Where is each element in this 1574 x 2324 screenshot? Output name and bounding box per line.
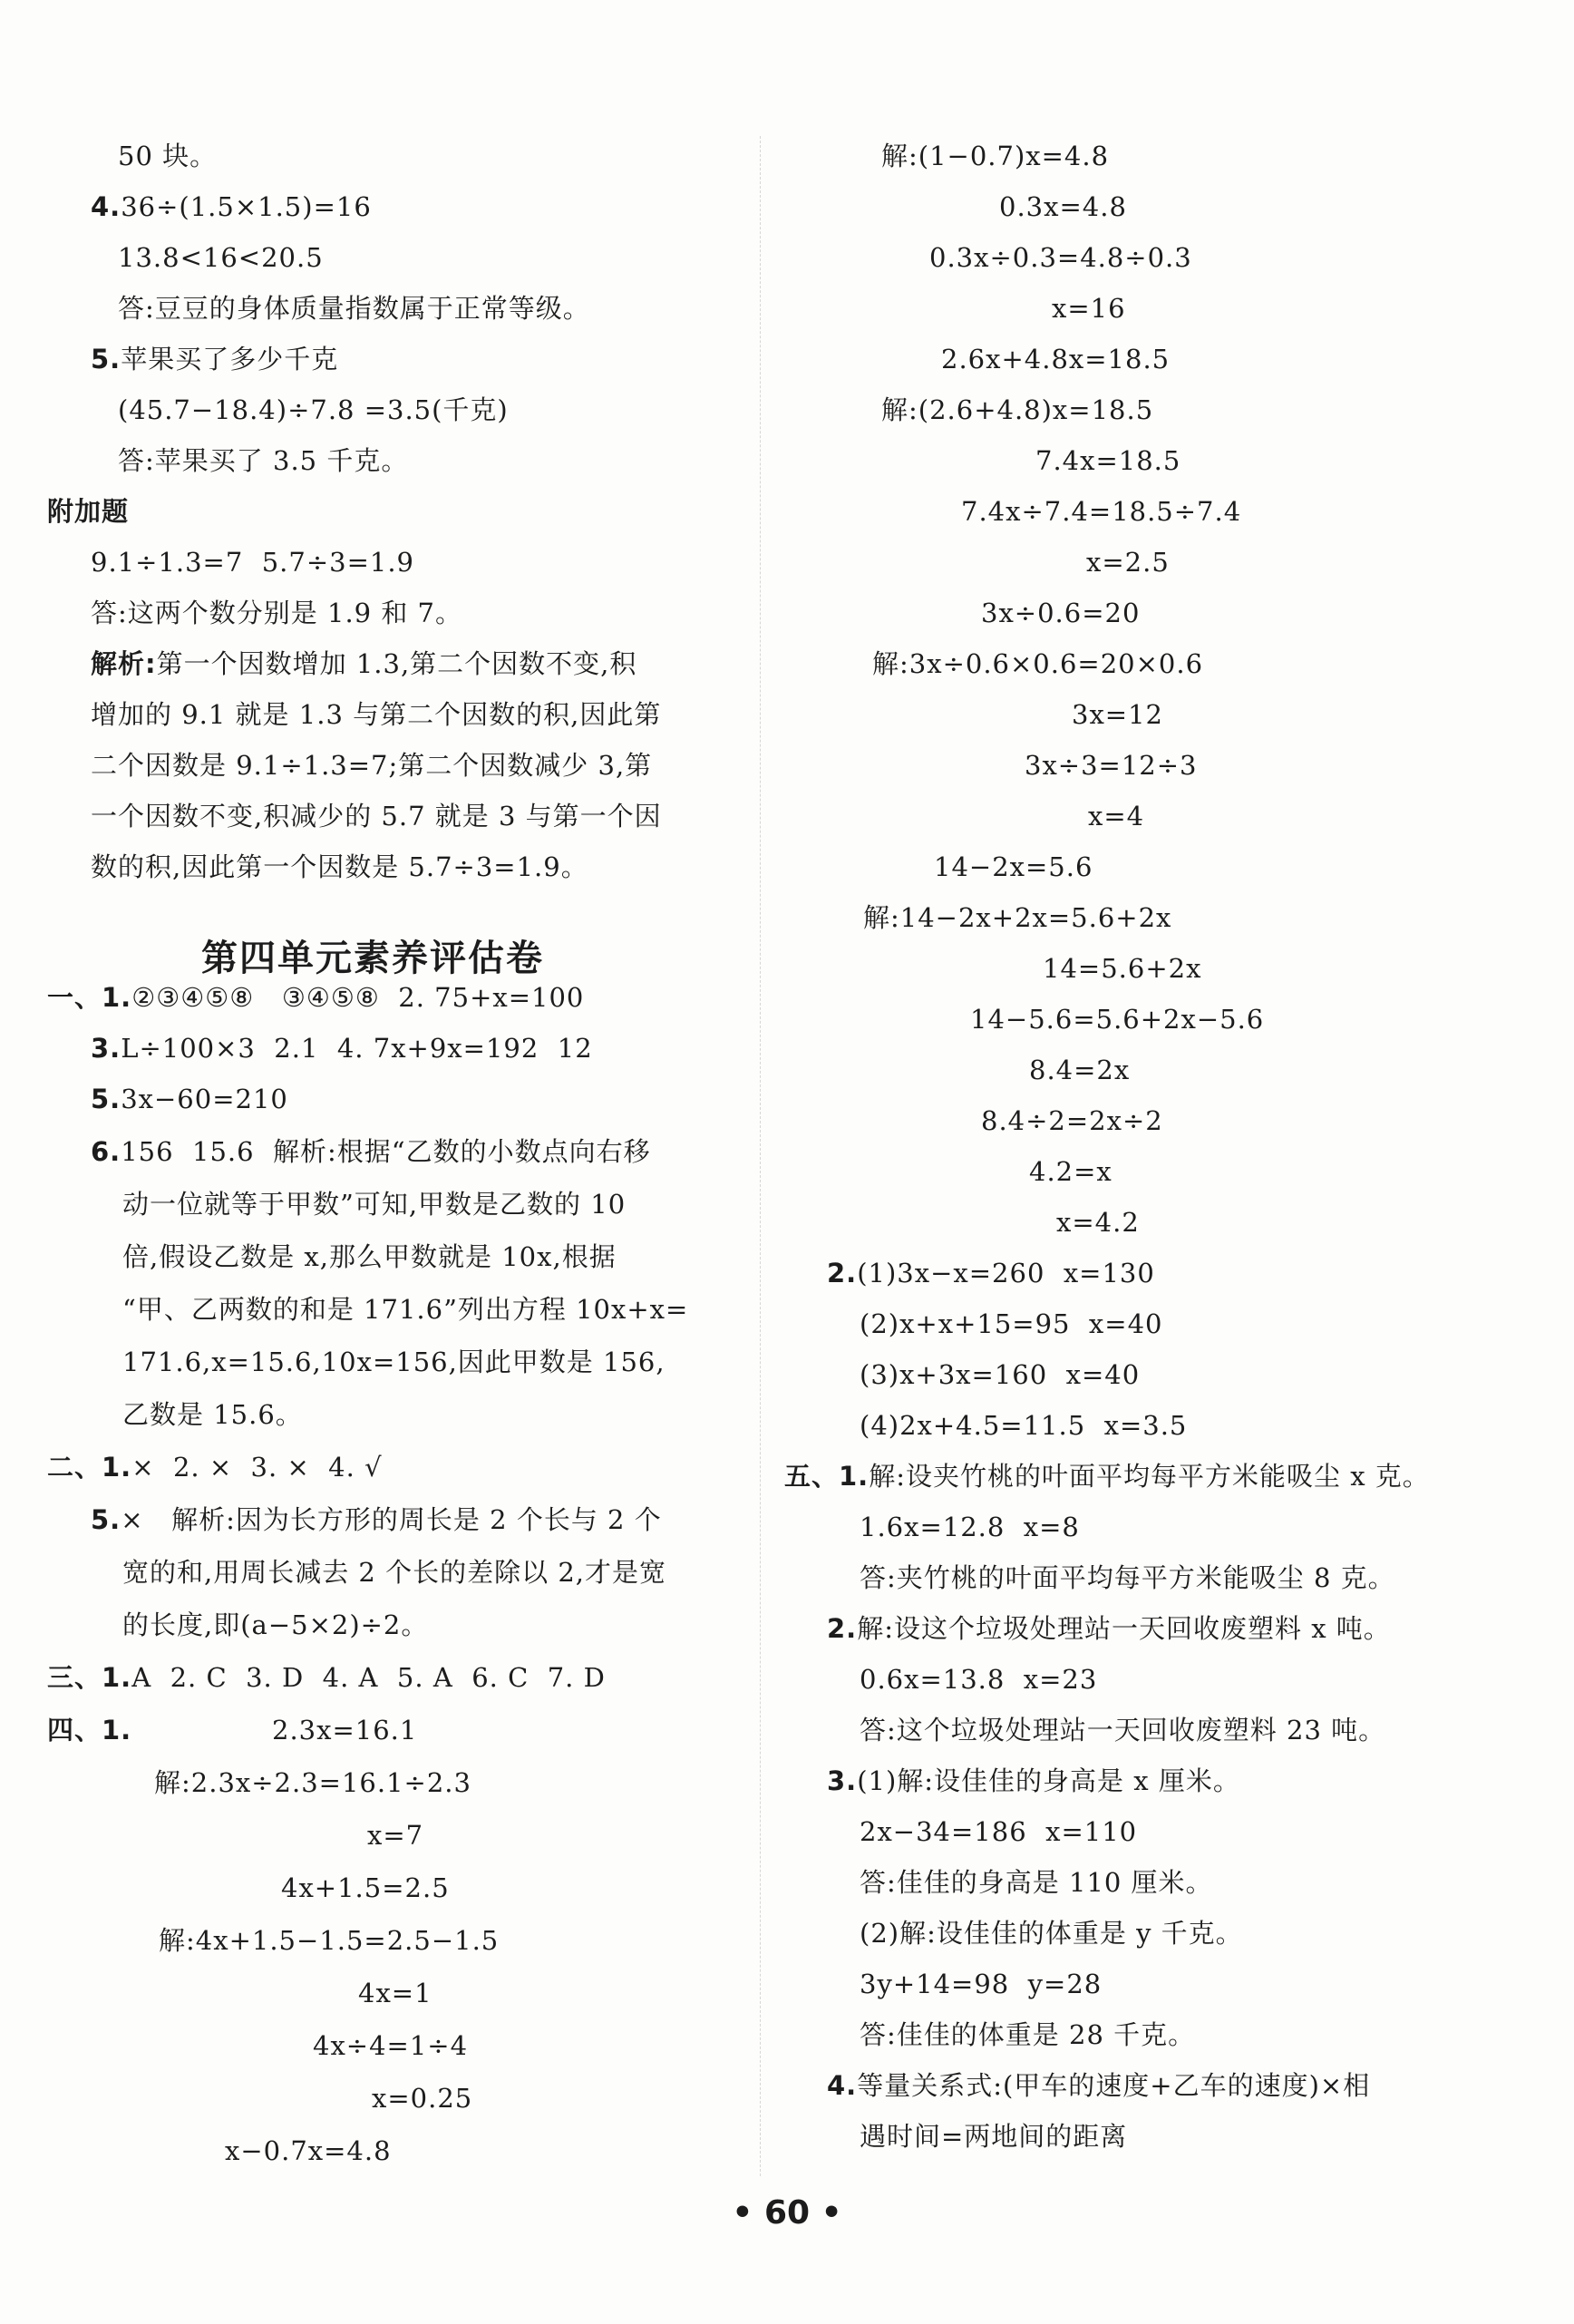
text-line <box>91 1030 593 1066</box>
text-line <box>1072 696 1163 733</box>
line-text: 解:3x÷0.6×0.6=20×0.6 <box>872 648 1204 679</box>
text-line <box>91 544 414 580</box>
line-text: 苹果买了多少千克 <box>121 344 339 374</box>
line-text: 2.3x=16.1 <box>272 1715 418 1745</box>
line-text: 答:佳佳的体重是 28 千克。 <box>860 2019 1196 2050</box>
text-line <box>827 1610 1391 1647</box>
line-text: 解:(2.6+4.8)x=18.5 <box>881 394 1154 425</box>
text-line <box>47 1659 606 1696</box>
line-text: 50 块。 <box>118 141 218 171</box>
text-line <box>1029 1153 1112 1190</box>
text-line <box>367 1817 423 1853</box>
line-text: × 解析:因为长方形的周长是 2 个长与 2 个 <box>121 1504 662 1535</box>
line-text: 宽的和,用周长减去 2 个长的差除以 2,才是宽 <box>122 1557 666 1588</box>
text-line <box>827 1255 1155 1291</box>
text-line <box>91 798 662 834</box>
line-text: 数的积,因此第一个因数是 5.7÷3=1.9。 <box>91 851 588 882</box>
line-text: 3x=12 <box>1072 699 1164 730</box>
line-text: 4x+1.5=2.5 <box>281 1872 450 1903</box>
text-line <box>860 1407 1187 1444</box>
line-text: A 2. C 3. D 4. A 5. A 6. C 7. D <box>131 1662 606 1693</box>
line-text: 14=5.6+2x <box>1043 953 1202 984</box>
line-text: 3x÷3=12÷3 <box>1025 750 1198 781</box>
text-line <box>970 1001 1264 1037</box>
line-text: 171.6,x=15.6,10x=156,因此甲数是 156, <box>122 1347 666 1377</box>
text-line <box>281 1870 450 1906</box>
text-line <box>47 1449 383 1485</box>
item-number: 5. <box>91 344 121 374</box>
text-line <box>860 1560 1395 1596</box>
line-text: 倍,假设乙数是 x,那么甲数就是 10x,根据 <box>122 1241 617 1272</box>
line-text: 1.6x=12.8 x=8 <box>860 1512 1080 1542</box>
line-text: (2)解:设佳佳的体重是 y 千克。 <box>860 1918 1243 1949</box>
line-text: × 2. × 3. × 4. √ <box>131 1452 383 1483</box>
text-line <box>881 392 1153 428</box>
text-line <box>860 1915 1243 1951</box>
line-text: 36÷(1.5×1.5)=16 <box>121 191 372 222</box>
line-text: 7.4x÷7.4=18.5÷7.4 <box>961 496 1242 527</box>
text-line <box>91 189 372 225</box>
line-text: 二个因数是 9.1÷1.3=7;第二个因数减少 3,第 <box>91 750 653 781</box>
line-text: (45.7−18.4)÷7.8 =3.5(千克) <box>118 394 509 425</box>
page-number: • 60 • <box>732 2194 842 2232</box>
line-text: x=0.25 <box>372 2083 473 2114</box>
line-text: 0.3x÷0.3=4.8÷0.3 <box>929 242 1192 273</box>
line-text: 附加题 <box>47 496 130 527</box>
line-text: 等量关系式:(甲车的速度+乙车的速度)×相 <box>857 2070 1371 2101</box>
item-number: 五、1. <box>784 1461 870 1492</box>
line-text: 解:设夹竹桃的叶面平均每平方米能吸尘 x 克。 <box>869 1461 1430 1492</box>
text-line <box>118 290 590 326</box>
line-text: 解:设这个垃圾处理站一天回收废塑料 x 吨。 <box>857 1613 1391 1644</box>
text-line <box>91 341 338 377</box>
line-text: 3x−60=210 <box>121 1084 288 1114</box>
text-line <box>999 189 1127 225</box>
item-number: 3. <box>827 1765 858 1796</box>
line-text: 2x−34=186 x=110 <box>860 1816 1138 1847</box>
text-line <box>91 595 462 631</box>
line-text: 遇时间=两地间的距离 <box>860 2121 1128 2152</box>
text-line <box>91 646 636 682</box>
text-line <box>159 1922 499 1959</box>
text-line <box>225 2133 392 2169</box>
text-line <box>154 1765 471 1801</box>
item-number: 2. <box>827 1613 858 1644</box>
text-line <box>827 2067 1370 2104</box>
line-text: ②③④⑤⑧ ③④⑤⑧ 2. 75+x=100 <box>131 982 585 1013</box>
item-number: 解析: <box>91 648 157 679</box>
text-line <box>860 1966 1102 2002</box>
text-line <box>860 1813 1137 1850</box>
line-text: 156 15.6 解析:根据“乙数的小数点向右移 <box>121 1136 651 1167</box>
line-text: 答:夹竹桃的叶面平均每平方米能吸尘 8 克。 <box>860 1562 1395 1593</box>
text-line <box>860 2118 1127 2154</box>
item-number: 三、1. <box>47 1662 132 1693</box>
line-text: 13.8<16<20.5 <box>118 242 324 273</box>
text-line <box>1025 747 1198 783</box>
text-line <box>1043 950 1201 987</box>
text-line <box>358 1975 432 2011</box>
column-divider <box>760 136 761 2176</box>
text-line <box>860 2017 1195 2053</box>
text-line <box>91 1081 288 1117</box>
item-number: 4. <box>91 191 121 222</box>
item-number: 四、1. <box>47 1715 132 1745</box>
line-text: 0.3x=4.8 <box>999 191 1127 222</box>
text-line <box>961 493 1241 530</box>
text-line <box>1086 544 1170 580</box>
text-line <box>863 899 1171 936</box>
line-text: 0.6x=13.8 x=23 <box>860 1664 1098 1695</box>
line-text: x=4 <box>1088 801 1145 831</box>
text-line <box>122 1396 303 1433</box>
line-text: x=4.2 <box>1056 1207 1140 1238</box>
item-number: 2. <box>827 1258 858 1288</box>
item-number: 5. <box>91 1504 121 1535</box>
text-line <box>1035 442 1180 479</box>
text-line <box>91 696 661 733</box>
text-line <box>860 1661 1097 1697</box>
text-line <box>1029 1052 1130 1088</box>
line-text: (2)x+x+15=95 x=40 <box>860 1308 1163 1339</box>
line-text: 答:这两个数分别是 1.9 和 7。 <box>91 598 462 628</box>
line-text: 14−2x=5.6 <box>934 851 1093 882</box>
line-text: 7.4x=18.5 <box>1035 445 1181 476</box>
line-text: “甲、乙两数的和是 171.6”列出方程 10x+x= <box>122 1294 689 1325</box>
line-text: 4x÷4=1÷4 <box>313 2030 469 2061</box>
text-line <box>1056 1204 1140 1240</box>
line-text: 解:4x+1.5−1.5=2.5−1.5 <box>159 1925 500 1956</box>
item-number: 5. <box>91 1084 121 1114</box>
text-line <box>860 1864 1213 1901</box>
item-number: 4. <box>827 2070 858 2101</box>
text-line <box>827 1763 1240 1799</box>
item-number: 二、1. <box>47 1452 132 1483</box>
line-text: x=16 <box>1052 293 1126 324</box>
line-text: 答:豆豆的身体质量指数属于正常等级。 <box>118 293 590 324</box>
text-line <box>872 646 1203 682</box>
line-text: 解:2.3x÷2.3=16.1÷2.3 <box>154 1767 471 1798</box>
text-line <box>122 1344 666 1380</box>
text-line <box>860 1712 1385 1748</box>
text-line <box>941 341 1170 377</box>
line-text: 解:(1−0.7)x=4.8 <box>881 141 1110 171</box>
line-text: 14−5.6=5.6+2x−5.6 <box>970 1004 1265 1035</box>
text-line <box>122 1607 428 1643</box>
text-line <box>929 239 1192 276</box>
line-text: x−0.7x=4.8 <box>225 2135 392 2166</box>
line-text: x=7 <box>367 1820 424 1851</box>
line-text: 3y+14=98 y=28 <box>860 1969 1103 1999</box>
text-line <box>47 493 129 530</box>
line-text: 9.1÷1.3=7 5.7÷3=1.9 <box>91 547 415 578</box>
text-line <box>981 1103 1163 1139</box>
text-line <box>881 138 1109 174</box>
item-number: 一、1. <box>47 982 132 1013</box>
text-line <box>272 1712 417 1748</box>
text-line <box>981 595 1140 631</box>
item-number: 6. <box>91 1136 121 1167</box>
line-text: 8.4÷2=2x÷2 <box>981 1105 1163 1136</box>
line-text: 4.2=x <box>1029 1156 1112 1187</box>
text-line <box>313 2027 468 2064</box>
line-text: 解:14−2x+2x=5.6+2x <box>863 902 1172 933</box>
line-text: (3)x+3x=160 x=40 <box>860 1359 1141 1390</box>
text-line <box>47 1712 131 1748</box>
text-line <box>860 1306 1162 1342</box>
line-text: 增加的 9.1 就是 1.3 与第二个因数的积,因此第 <box>91 699 662 730</box>
text-line <box>860 1356 1140 1393</box>
text-line <box>1052 290 1126 326</box>
line-text: 3x÷0.6=20 <box>981 598 1141 628</box>
section-title: 第四单元素养评估卷 <box>201 938 544 979</box>
text-line <box>118 392 509 428</box>
line-text: (1)3x−x=260 x=130 <box>857 1258 1155 1288</box>
line-text: 答:这个垃圾处理站一天回收废塑料 23 吨。 <box>860 1715 1386 1745</box>
text-line <box>122 1239 617 1275</box>
text-line <box>118 138 217 174</box>
text-line <box>122 1186 626 1222</box>
line-text: 答:苹果买了 3.5 千克。 <box>118 445 409 476</box>
line-text: 第一个因数增加 1.3,第二个因数不变,积 <box>156 648 637 679</box>
text-line <box>118 442 408 479</box>
text-line <box>91 1502 662 1538</box>
item-number: 3. <box>91 1033 121 1064</box>
text-line <box>122 1291 688 1327</box>
line-text: 2.6x+4.8x=18.5 <box>941 344 1171 374</box>
line-text: 4x=1 <box>358 1978 432 2008</box>
text-line <box>91 1133 651 1170</box>
text-line <box>784 1458 1430 1494</box>
line-text: 动一位就等于甲数”可知,甲数是乙数的 10 <box>122 1189 627 1220</box>
text-line <box>47 979 584 1016</box>
line-text: L÷100×3 2.1 4. 7x+9x=192 12 <box>121 1033 593 1064</box>
line-text: x=2.5 <box>1086 547 1170 578</box>
line-text: (4)2x+4.5=11.5 x=3.5 <box>860 1410 1188 1441</box>
line-text: 乙数是 15.6。 <box>122 1399 303 1430</box>
text-line <box>122 1554 666 1590</box>
text-line <box>860 1509 1080 1545</box>
text-line <box>372 2080 472 2116</box>
text-line <box>934 849 1093 885</box>
line-text: 的长度,即(a−5×2)÷2。 <box>122 1609 429 1640</box>
line-text: (1)解:设佳佳的身高是 x 厘米。 <box>857 1765 1240 1796</box>
line-text: 一个因数不变,积减少的 5.7 就是 3 与第一个因 <box>91 801 662 831</box>
line-text: 8.4=2x <box>1029 1055 1131 1085</box>
text-line <box>1088 798 1144 834</box>
text-line <box>91 747 652 783</box>
text-line <box>91 849 588 885</box>
text-line <box>118 239 324 276</box>
line-text: 答:佳佳的身高是 110 厘米。 <box>860 1867 1213 1898</box>
